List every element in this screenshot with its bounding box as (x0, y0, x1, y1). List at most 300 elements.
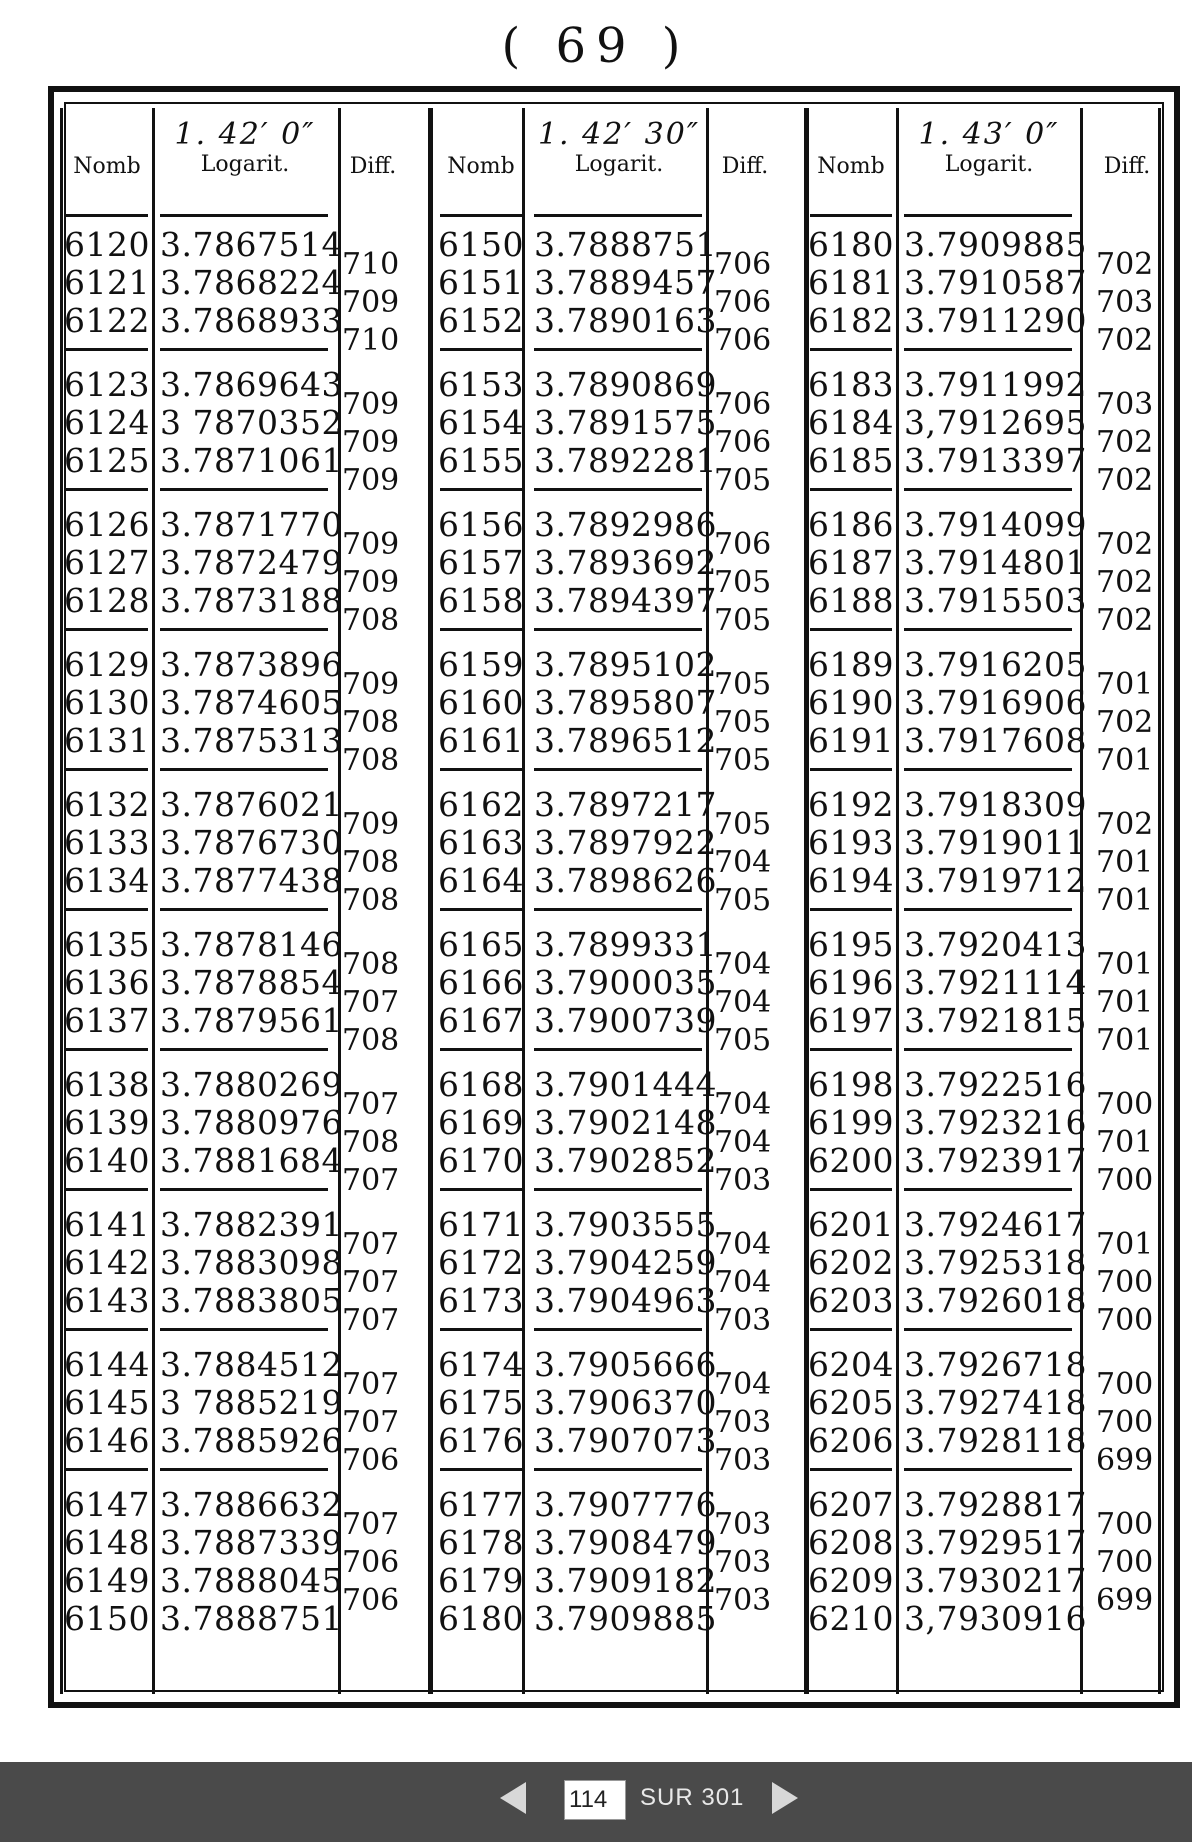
row-difference: 709 (342, 667, 400, 702)
group-rule (160, 628, 328, 631)
column-line (152, 108, 155, 1694)
row-difference: 707 (342, 1265, 400, 1300)
row-logarithm: 3.7895102 (534, 645, 717, 684)
group-rule (904, 768, 1072, 771)
row-logarithm: 3.7902852 (534, 1141, 717, 1180)
row-logarithm: 3.7876730 (160, 823, 343, 862)
row-number: 6201 (808, 1205, 894, 1244)
row-number: 6189 (808, 645, 894, 684)
group-rule (440, 1188, 522, 1191)
row-difference: 709 (342, 285, 400, 320)
row-logarithm: 3.7872479 (160, 543, 343, 582)
row-number: 6206 (808, 1421, 894, 1460)
row-logarithm: 3.7892281 (534, 441, 717, 480)
row-difference: 705 (714, 667, 772, 702)
row-number: 6150 (438, 225, 524, 264)
row-number: 6199 (808, 1103, 894, 1142)
row-number: 6165 (438, 925, 524, 964)
row-difference: 702 (1096, 527, 1154, 562)
row-logarithm: 3.7911290 (904, 301, 1087, 340)
group-rule (904, 628, 1072, 631)
prev-arrow-icon[interactable] (500, 1782, 526, 1814)
row-difference: 705 (714, 1023, 772, 1058)
row-logarithm: 3.7917608 (904, 721, 1087, 760)
row-number: 6127 (64, 543, 150, 582)
row-logarithm: 3.7916205 (904, 645, 1087, 684)
row-difference: 700 (1096, 1507, 1154, 1542)
row-logarithm: 3.7928118 (904, 1421, 1087, 1460)
row-difference: 708 (342, 705, 400, 740)
row-number: 6203 (808, 1281, 894, 1320)
row-difference: 709 (342, 807, 400, 842)
group-rule (440, 908, 522, 911)
row-number: 6190 (808, 683, 894, 722)
row-logarithm: 3.7922516 (904, 1065, 1087, 1104)
row-number: 6125 (64, 441, 150, 480)
group-rule (534, 1328, 702, 1331)
group-rule (440, 348, 522, 351)
row-number: 6158 (438, 581, 524, 620)
row-logarithm: 3.7885926 (160, 1421, 343, 1460)
row-number: 6209 (808, 1561, 894, 1600)
row-number: 6150 (64, 1599, 150, 1638)
diff-header: Diff. (721, 154, 769, 179)
row-number: 6173 (438, 1281, 524, 1320)
row-number: 6135 (64, 925, 150, 964)
row-number: 6147 (64, 1485, 150, 1524)
row-logarithm: 3.7889457 (534, 263, 717, 302)
row-difference: 705 (714, 807, 772, 842)
row-number: 6157 (438, 543, 524, 582)
row-logarithm: 3.7893692 (534, 543, 717, 582)
group-rule (534, 628, 702, 631)
row-difference: 707 (342, 1227, 400, 1262)
row-number: 6187 (808, 543, 894, 582)
header-rule (66, 214, 148, 217)
row-number: 6167 (438, 1001, 524, 1040)
row-logarithm: 3.7879561 (160, 1001, 343, 1040)
group-rule (904, 1328, 1072, 1331)
row-logarithm: 3.7913397 (904, 441, 1087, 480)
row-logarithm: 3.7869643 (160, 365, 343, 404)
group-rule (810, 1328, 892, 1331)
row-difference: 708 (342, 603, 400, 638)
row-logarithm: 3.7871061 (160, 441, 343, 480)
row-logarithm: 3.7909182 (534, 1561, 717, 1600)
row-difference: 701 (1096, 845, 1154, 880)
row-logarithm: 3.7921815 (904, 1001, 1087, 1040)
row-number: 6181 (808, 263, 894, 302)
row-logarithm: 3.7909885 (534, 1599, 717, 1638)
row-logarithm: 3.7895807 (534, 683, 717, 722)
row-difference: 708 (342, 1023, 400, 1058)
row-logarithm: 3.7928817 (904, 1485, 1087, 1524)
group-rule (534, 1048, 702, 1051)
row-number: 6161 (438, 721, 524, 760)
row-number: 6138 (64, 1065, 150, 1104)
nomb-header: Nomb (817, 154, 885, 179)
group-rule (904, 348, 1072, 351)
header-rule (440, 214, 522, 217)
log-label: Logarit. (574, 152, 664, 177)
row-logarithm: 3.7878146 (160, 925, 343, 964)
group-rule (534, 348, 702, 351)
row-number: 6142 (64, 1243, 150, 1282)
row-logarithm: 3,7930916 (904, 1599, 1087, 1638)
row-number: 6191 (808, 721, 894, 760)
row-difference: 700 (1096, 1087, 1154, 1122)
row-logarithm: 3.7904259 (534, 1243, 717, 1282)
row-difference: 703 (714, 1405, 772, 1440)
row-difference: 704 (714, 1087, 772, 1122)
row-logarithm: 3.7874605 (160, 683, 343, 722)
row-number: 6126 (64, 505, 150, 544)
row-number: 6205 (808, 1383, 894, 1422)
row-logarithm: 3,7912695 (904, 403, 1087, 442)
row-difference: 707 (342, 985, 400, 1020)
row-difference: 706 (714, 323, 772, 358)
row-number: 6130 (64, 683, 150, 722)
row-logarithm: 3.7914801 (904, 543, 1087, 582)
row-logarithm: 3.7900739 (534, 1001, 717, 1040)
row-difference: 702 (1096, 807, 1154, 842)
row-number: 6194 (808, 861, 894, 900)
row-difference: 709 (342, 565, 400, 600)
row-difference: 703 (1096, 285, 1154, 320)
log-label: Logarit. (200, 152, 290, 177)
column-line (804, 108, 807, 1694)
row-number: 6200 (808, 1141, 894, 1180)
row-logarithm: 3.7926718 (904, 1345, 1087, 1384)
row-number: 6169 (438, 1103, 524, 1142)
row-difference: 704 (714, 1227, 772, 1262)
row-difference: 700 (1096, 1405, 1154, 1440)
page-number-input[interactable] (564, 1780, 626, 1820)
row-number: 6204 (808, 1345, 894, 1384)
row-difference: 706 (342, 1583, 400, 1618)
row-number: 6154 (438, 403, 524, 442)
group-rule (904, 908, 1072, 911)
group-rule (66, 488, 148, 491)
row-number: 6195 (808, 925, 894, 964)
row-logarithm: 3.7914099 (904, 505, 1087, 544)
angle-label: 1. 42′ 30″ (537, 117, 701, 152)
diff-header: Diff. (1103, 154, 1151, 179)
logarithm-header (534, 117, 704, 180)
row-logarithm: 3.7871770 (160, 505, 343, 544)
row-number: 6139 (64, 1103, 150, 1142)
row-difference: 709 (342, 425, 400, 460)
group-rule (534, 908, 702, 911)
row-difference: 700 (1096, 1545, 1154, 1580)
row-logarithm: 3.7898626 (534, 861, 717, 900)
row-difference: 701 (1096, 1125, 1154, 1160)
row-logarithm: 3.7923216 (904, 1103, 1087, 1142)
row-logarithm: 3.7894397 (534, 581, 717, 620)
row-logarithm: 3.7904963 (534, 1281, 717, 1320)
row-difference: 700 (1096, 1265, 1154, 1300)
row-difference: 704 (714, 985, 772, 1020)
row-difference: 702 (1096, 705, 1154, 740)
angle-label: 1. 42′ 0″ (174, 117, 316, 152)
group-rule (66, 1188, 148, 1191)
group-rule (904, 1468, 1072, 1471)
row-logarithm: 3.7900035 (534, 963, 717, 1002)
row-difference: 706 (714, 247, 772, 282)
row-logarithm: 3.7923917 (904, 1141, 1087, 1180)
group-rule (440, 488, 522, 491)
row-logarithm: 3.7911992 (904, 365, 1087, 404)
row-difference: 699 (1096, 1583, 1154, 1618)
row-logarithm: 3.7890869 (534, 365, 717, 404)
row-logarithm: 3.7888045 (160, 1561, 343, 1600)
row-difference: 705 (714, 705, 772, 740)
log-label: Logarit. (944, 152, 1034, 177)
row-number: 6186 (808, 505, 894, 544)
row-logarithm: 3.7920413 (904, 925, 1087, 964)
row-difference: 703 (1096, 387, 1154, 422)
row-number: 6151 (438, 263, 524, 302)
row-difference: 709 (342, 463, 400, 498)
row-logarithm: 3.7880269 (160, 1065, 343, 1104)
row-logarithm: 3.7896512 (534, 721, 717, 760)
row-logarithm: 3.7919011 (904, 823, 1087, 862)
row-difference: 701 (1096, 667, 1154, 702)
next-arrow-icon[interactable] (772, 1782, 798, 1814)
group-rule (160, 768, 328, 771)
row-difference: 703 (714, 1443, 772, 1478)
row-number: 6153 (438, 365, 524, 404)
row-number: 6188 (808, 581, 894, 620)
row-number: 6131 (64, 721, 150, 760)
row-logarithm: 3.7876021 (160, 785, 343, 824)
row-difference: 703 (714, 1507, 772, 1542)
group-rule (810, 488, 892, 491)
edge-line (1158, 108, 1161, 1694)
row-number: 6185 (808, 441, 894, 480)
row-logarithm: 3.7901444 (534, 1065, 717, 1104)
row-number: 6146 (64, 1421, 150, 1460)
row-difference: 706 (714, 387, 772, 422)
row-logarithm: 3.7897217 (534, 785, 717, 824)
group-rule (904, 488, 1072, 491)
row-number: 6177 (438, 1485, 524, 1524)
row-logarithm: 3.7925318 (904, 1243, 1087, 1282)
row-logarithm: 3.7887339 (160, 1523, 343, 1562)
row-number: 6182 (808, 301, 894, 340)
group-rule (440, 1328, 522, 1331)
group-rule (66, 1048, 148, 1051)
row-logarithm: 3.7892986 (534, 505, 717, 544)
row-number: 6132 (64, 785, 150, 824)
row-difference: 708 (342, 947, 400, 982)
row-difference: 705 (714, 603, 772, 638)
row-difference: 701 (1096, 743, 1154, 778)
header-rule (534, 214, 702, 217)
group-rule (66, 908, 148, 911)
row-difference: 702 (1096, 247, 1154, 282)
group-rule (66, 1328, 148, 1331)
group-rule (534, 1468, 702, 1471)
row-difference: 700 (1096, 1367, 1154, 1402)
group-rule (904, 1188, 1072, 1191)
row-difference: 702 (1096, 323, 1154, 358)
group-rule (810, 1048, 892, 1051)
group-rule (904, 1048, 1072, 1051)
row-number: 6192 (808, 785, 894, 824)
group-rule (440, 768, 522, 771)
row-logarithm: 3.7883098 (160, 1243, 343, 1282)
group-rule (160, 348, 328, 351)
row-logarithm: 3 7885219 (160, 1383, 343, 1422)
row-number: 6140 (64, 1141, 150, 1180)
row-logarithm: 3.7888751 (534, 225, 717, 264)
row-number: 6202 (808, 1243, 894, 1282)
row-number: 6149 (64, 1561, 150, 1600)
row-logarithm: 3.7899331 (534, 925, 717, 964)
row-number: 6156 (438, 505, 524, 544)
row-logarithm: 3.7878854 (160, 963, 343, 1002)
row-number: 6207 (808, 1485, 894, 1524)
group-rule (810, 628, 892, 631)
row-difference: 709 (342, 387, 400, 422)
row-logarithm: 3.7906370 (534, 1383, 717, 1422)
row-number: 6134 (64, 861, 150, 900)
row-difference: 706 (714, 285, 772, 320)
row-number: 6145 (64, 1383, 150, 1422)
row-number: 6162 (438, 785, 524, 824)
nomb-header: Nomb (447, 154, 515, 179)
row-difference: 702 (1096, 463, 1154, 498)
row-logarithm: 3.7888751 (160, 1599, 343, 1638)
row-difference: 707 (342, 1405, 400, 1440)
group-rule (534, 1188, 702, 1191)
row-number: 6152 (438, 301, 524, 340)
row-number: 6166 (438, 963, 524, 1002)
group-rule (66, 628, 148, 631)
row-logarithm: 3.7903555 (534, 1205, 717, 1244)
row-logarithm: 3.7916906 (904, 683, 1087, 722)
header-rule (810, 214, 892, 217)
group-rule (66, 1468, 148, 1471)
row-logarithm: 3.7891575 (534, 403, 717, 442)
row-logarithm: 3.7924617 (904, 1205, 1087, 1244)
row-difference: 704 (714, 1367, 772, 1402)
row-difference: 705 (714, 883, 772, 918)
group-rule (810, 1468, 892, 1471)
logarithm-header (904, 117, 1074, 180)
row-difference: 710 (342, 247, 400, 282)
group-rule (160, 908, 328, 911)
row-logarithm: 3.7908479 (534, 1523, 717, 1562)
group-rule (810, 908, 892, 911)
row-difference: 705 (714, 743, 772, 778)
row-number: 6148 (64, 1523, 150, 1562)
row-logarithm: 3.7884512 (160, 1345, 343, 1384)
group-rule (160, 488, 328, 491)
row-logarithm: 3.7926018 (904, 1281, 1087, 1320)
row-number: 6155 (438, 441, 524, 480)
group-rule (810, 768, 892, 771)
row-number: 6121 (64, 263, 150, 302)
row-number: 6175 (438, 1383, 524, 1422)
group-rule (160, 1188, 328, 1191)
row-difference: 703 (714, 1303, 772, 1338)
row-difference: 701 (1096, 1227, 1154, 1262)
row-logarithm: 3 7870352 (160, 403, 343, 442)
row-logarithm: 3.7918309 (904, 785, 1087, 824)
row-number: 6137 (64, 1001, 150, 1040)
row-number: 6128 (64, 581, 150, 620)
page-navigation-toolbar (0, 1762, 1192, 1842)
row-number: 6170 (438, 1141, 524, 1180)
row-number: 6159 (438, 645, 524, 684)
row-difference: 701 (1096, 947, 1154, 982)
group-rule (440, 1048, 522, 1051)
row-logarithm: 3.7873896 (160, 645, 343, 684)
row-number: 6197 (808, 1001, 894, 1040)
row-difference: 708 (342, 883, 400, 918)
row-number: 6183 (808, 365, 894, 404)
row-difference: 703 (714, 1583, 772, 1618)
row-difference: 702 (1096, 425, 1154, 460)
row-logarithm: 3.7930217 (904, 1561, 1087, 1600)
row-number: 6196 (808, 963, 894, 1002)
row-difference: 700 (1096, 1303, 1154, 1338)
row-logarithm: 3.7910587 (904, 263, 1087, 302)
group-rule (810, 1188, 892, 1191)
page-number: ( 69 ) (501, 18, 691, 74)
row-logarithm: 3.7905666 (534, 1345, 717, 1384)
row-number: 6164 (438, 861, 524, 900)
row-logarithm: 3.7907776 (534, 1485, 717, 1524)
row-logarithm: 3.7927418 (904, 1383, 1087, 1422)
row-number: 6133 (64, 823, 150, 862)
column-line (428, 108, 431, 1694)
row-difference: 702 (1096, 603, 1154, 638)
row-difference: 708 (342, 845, 400, 880)
row-difference: 706 (342, 1545, 400, 1580)
group-rule (534, 488, 702, 491)
row-number: 6160 (438, 683, 524, 722)
nomb-header: Nomb (73, 154, 141, 179)
row-logarithm: 3.7875313 (160, 721, 343, 760)
row-logarithm: 3.7873188 (160, 581, 343, 620)
row-number: 6208 (808, 1523, 894, 1562)
row-difference: 703 (714, 1163, 772, 1198)
row-number: 6122 (64, 301, 150, 340)
row-number: 6123 (64, 365, 150, 404)
row-difference: 707 (342, 1303, 400, 1338)
page-total-label: SUR 301 (640, 1784, 745, 1811)
row-number: 6144 (64, 1345, 150, 1384)
logarithm-header (160, 117, 330, 180)
row-difference: 704 (714, 947, 772, 982)
group-rule (534, 768, 702, 771)
row-number: 6179 (438, 1561, 524, 1600)
row-difference: 708 (342, 1125, 400, 1160)
row-number: 6198 (808, 1065, 894, 1104)
row-logarithm: 3.7897922 (534, 823, 717, 862)
row-logarithm: 3.7909885 (904, 225, 1087, 264)
diff-header: Diff. (349, 154, 397, 179)
row-difference: 701 (1096, 985, 1154, 1020)
row-number: 6174 (438, 1345, 524, 1384)
row-number: 6193 (808, 823, 894, 862)
row-difference: 700 (1096, 1163, 1154, 1198)
column-line (896, 108, 899, 1694)
header-rule (904, 214, 1072, 217)
